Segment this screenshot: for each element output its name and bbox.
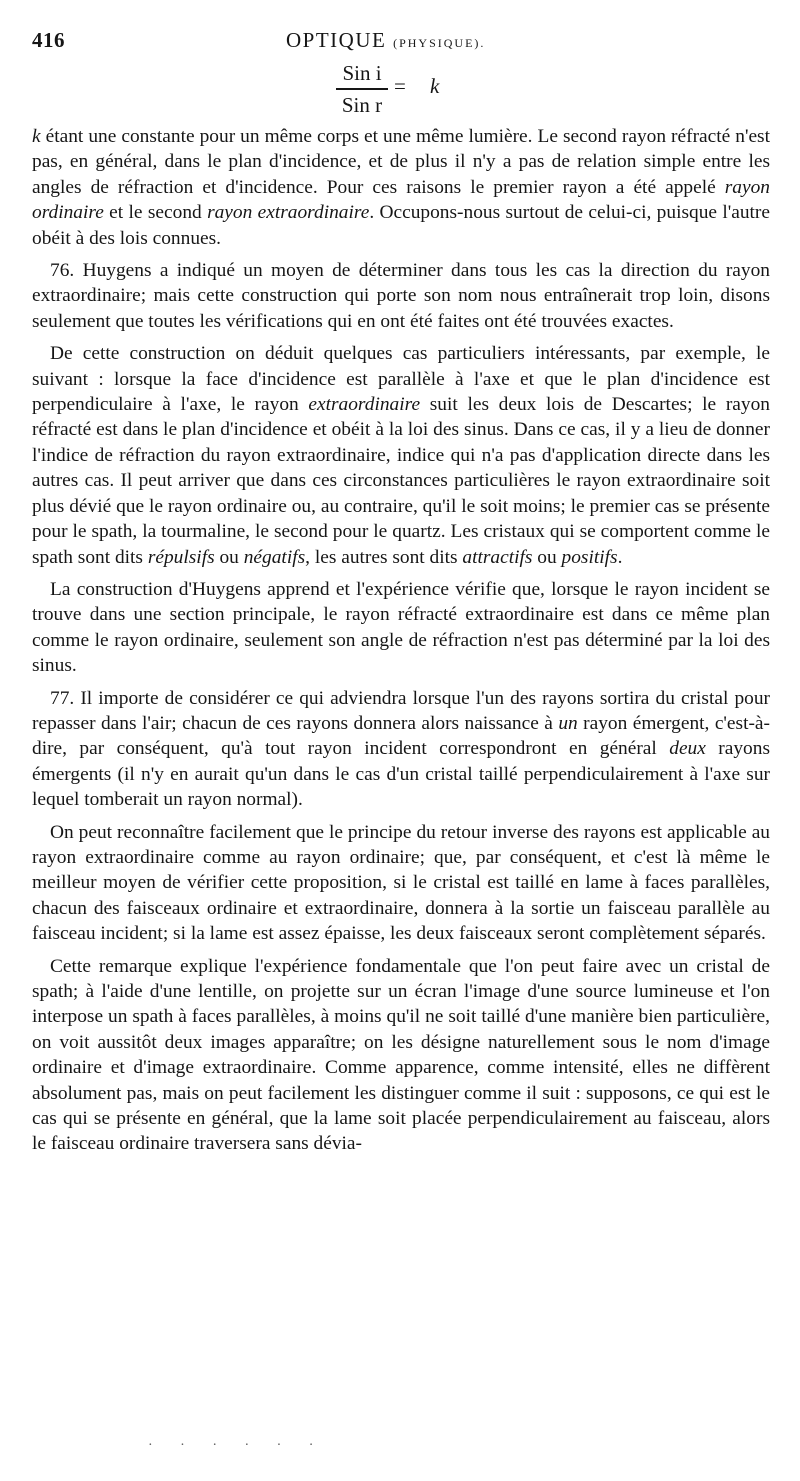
section-number: 77. [50, 687, 75, 709]
page-number: 416 [32, 28, 65, 52]
italic-term: extraordinaire [308, 394, 421, 416]
paragraph [32, 341, 770, 570]
text-run: rayon émergent, c'est-à-dire, par conséquent, qu'à tout rayon incident correspondront en général [32, 712, 770, 760]
book-page [32, 24, 770, 1164]
page-header [32, 24, 770, 60]
text-run: . [617, 546, 623, 568]
text-run: Cette remarque explique l'expérience fondamentale que l'on peut faire avec un cristal de spath; à l'aide d'une lentille, on projette sur un écran l'image d'une source lumineuse et l'on interpose un spath à faces parallèles, à moins qu'il ne soit taillé d'une manière bien particulière, on voit aussitôt deux images apparaître; on les désigne naturellement sous le nom d'image ordinaire et d'image extraordinaire. Comme apparence, comme intensité, elles ne diffèrent absolument pas, mais on peut facilement les distinguer comme il suit : supposons, ce qui est le cas qui se présente en général, que la lame soit placée perpendiculairement au faisceau, alors le faisceau ordinaire traversera sans dévia- [32, 955, 770, 1155]
italic-term: attractifs [462, 546, 533, 568]
italic-term: k [32, 126, 41, 147]
paragraph [32, 686, 770, 813]
formula-numerator: Sin i [342, 61, 382, 85]
footer-marks: · · · · · · [148, 1438, 326, 1453]
formula-constant: k [430, 74, 440, 98]
text-run: La construction d'Huygens apprend et l'expérience vérifie que, lorsque le rayon incident se trouve dans une section principale, le rayon réfracté extraordinaire est dans ce même plan comme le rayon ordinaire, seulement son angle de réfraction n'est pas déterminé par la loi des sinus. [32, 578, 770, 677]
text-run: rayons émergents (il n'y en aurait qu'un dans le cas d'un cristal taillé perpendiculairement à l'axe sur lequel tomberait un rayon normal). [32, 738, 770, 811]
snell-formula [332, 60, 770, 124]
fraction-bar [336, 88, 388, 90]
italic-term: négatifs [243, 546, 306, 568]
text-run: ou [532, 546, 562, 568]
italic-term: un [558, 712, 578, 734]
paragraph [32, 577, 770, 679]
formula-equals: = [394, 74, 406, 98]
text-run: Il importe de considérer ce qui adviendra lorsque l'un des rayons sortira du cristal pour repasser dans l'air; chacun de ces rayons donnera alors naissance à [32, 687, 770, 734]
text-run: Huygens a indiqué un moyen de déterminer dans tous les cas la direction du rayon extraordinaire; mais cette construction qui porte son nom nous entraînerait trop loin, disons seulement que toutes les vérifications qui en ont été faites ont été trouvées exactes. [32, 260, 770, 332]
running-head-subtitle: (PHYSIQUE). [393, 36, 486, 50]
running-head [286, 28, 485, 53]
text-run: On peut reconnaître facilement que le principe du retour inverse des rayons est applicable au rayon extraordinaire comme au rayon ordinaire; que, par conséquent, et c'est là même le meilleur moyen de vérifier cette proposition, si le cristal est taillé en lame à faces parallèles, chacun des faisceaux ordinaire et extraordinaire, donnera à la sortie un faisceau parallèle au faisceau incident; si la lame est assez épaisse, les deux faisceaux seront complètement séparés. [32, 821, 770, 945]
italic-term: deux [669, 738, 706, 760]
italic-term: rayon ordinaire [32, 176, 770, 224]
body-text [32, 124, 770, 1157]
text-run: ou [214, 546, 244, 568]
paragraph [32, 258, 770, 334]
running-head-title: OPTIQUE [286, 28, 387, 52]
section-number: 76. [50, 260, 75, 282]
text-run: suit les deux lois de Descartes; le rayon réfracté est dans le plan d'incidence et obéit à la loi des sinus. Dans ce cas, il y a lieu de donner l'indice de réfraction du rayon extraordinaire, indice qui n'a pas d'application directe dans les autres cas. Il peut arriver que dans ces circonstances particulières le rayon extraordinaire soit plus dévié que le rayon ordinaire ou, au contraire, qu'il le soit moins; le premier cas se présente pour le spath, la tourmaline, le second pour le quartz. Les cristaux qui se comportent comme le spath sont dits [32, 394, 770, 568]
italic-term: répulsifs [147, 546, 215, 568]
formula-denominator: Sin r [341, 92, 383, 117]
text-run: et le second [103, 202, 208, 224]
text-run: étant une constante pour un même corps et une même lumière. Le second rayon réfracté n'est pas, en général, dans le plan d'incidence, et de plus il n'y a pas de relation simple entre les angles de réfraction et d'incidence. Pour ces raisons le premier rayon a été appelé [32, 126, 770, 198]
paragraph [32, 820, 770, 947]
text-run: . Occupons-nous surtout de celui-ci, puisque l'autre obéit à des lois connues. [32, 202, 770, 249]
text-run: De cette construction on déduit quelques cas particuliers intéressants, par exemple, le suivant : lorsque la face d'incidence est parallèle à l'axe et que le plan d'incidence est perpendiculaire à l'axe, le rayon [32, 343, 770, 416]
formula-fraction [336, 60, 388, 118]
paragraph [32, 124, 770, 251]
italic-term: rayon extraordinaire [207, 202, 370, 224]
text-run: , les autres sont dits [305, 546, 463, 568]
paragraph [32, 954, 770, 1157]
italic-term: positifs [561, 546, 618, 568]
